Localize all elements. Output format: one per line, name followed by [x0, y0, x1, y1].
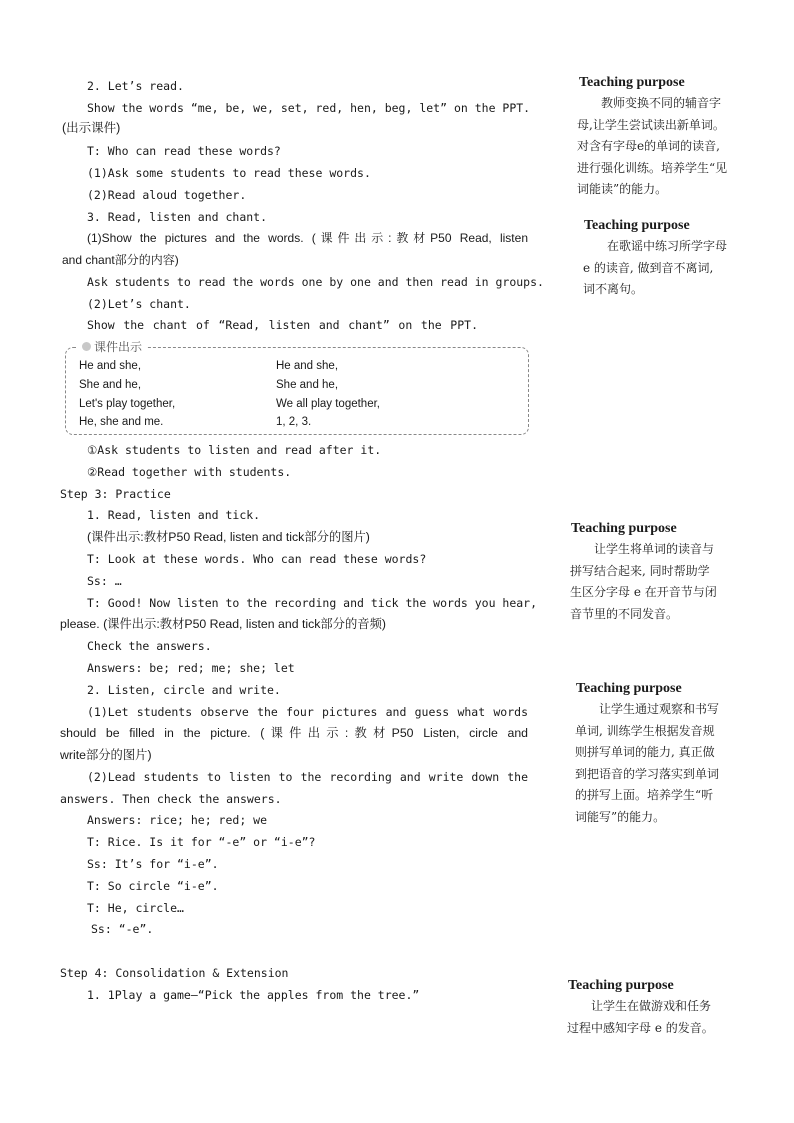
purpose-line: 词能写”的能力。 [575, 809, 666, 824]
chant-line: He and she, [79, 360, 142, 372]
purpose-line: 词能读”的能力。 [577, 182, 668, 196]
text-line: 1. Read, listen and tick. [87, 508, 261, 522]
teaching-purpose-body [577, 93, 747, 201]
teaching-purpose-heading: Teaching purpose [579, 75, 685, 90]
section-heading-listen-circle-write: 2. Listen, circle and write. [87, 683, 281, 697]
chant-line: She and he, [79, 378, 142, 391]
purpose-line: 音节里的不同发音。 [570, 606, 679, 621]
text-line: 1. 1Play a game—“Pick the apples from the tree.” [87, 988, 420, 1002]
text-line: Show the chant of “Read, listen and chant” on the PPT. [87, 318, 478, 332]
purpose-line: 的拼写上面。培养学生“听 [575, 788, 714, 802]
purpose-line: 教师变换不同的辅音字 [601, 96, 722, 110]
text-line: T: Good! Now listen to the recording and tick the words you hear, [87, 596, 538, 610]
section-heading-read-listen-chant: 3. Read, listen and chant. [87, 210, 268, 224]
chant-left-column [79, 357, 175, 432]
chant-right-column [276, 357, 380, 432]
purpose-line: 则拼写单词的能力, 真正做 [575, 745, 715, 759]
text-line: should be filled in the picture. (课件出示:教材P50 Listen, circle and [60, 726, 528, 740]
purpose-line: 让学生通过观察和书写 [599, 702, 720, 716]
step-heading-practice: Step 3: Practice [60, 487, 171, 501]
purpose-line: 词不离句。 [583, 282, 644, 296]
text-line: T: Who can read these words? [87, 144, 281, 158]
teaching-purpose-body [567, 996, 742, 1039]
text-line: Ss: It’s for “i-e”. [87, 857, 219, 871]
purpose-line: 让学生将单词的读音与 [594, 542, 715, 556]
purpose-line: 生区分字母 e 在开音节与闭 [570, 585, 717, 599]
text-line: (2)Let’s chant. [87, 297, 191, 311]
text-line: and chant部分的内容) [62, 253, 179, 267]
purpose-line: 在歌谣中练习所学字母 [607, 239, 728, 253]
text-line: T: Look at these words. Who can read these words? [87, 552, 427, 566]
chant-line: He, she and me. [79, 416, 164, 429]
teaching-purpose-body [575, 699, 745, 828]
text-line: ①Ask students to listen and read after it. [87, 443, 382, 457]
chant-line: 1, 2, 3. [276, 416, 312, 429]
text-line: Show the words “me, be, we, set, red, hen, beg, let” on the PPT. [87, 101, 531, 115]
text-line: (1)Show the pictures and the words. (课件出示:教材P50 Read, listen [87, 231, 528, 245]
text-line: Answers: be; red; me; she; let [87, 661, 295, 675]
purpose-line: 进行强化训练。培养学生“见 [577, 160, 728, 175]
text-line: please. (课件出示:教材P50 Read, listen and tick部分的音频) [60, 617, 386, 631]
teaching-purpose-body [570, 539, 742, 625]
text-line: (1)Ask some students to read these words. [87, 166, 371, 180]
text-line: (1)Let students observe the four pictures and guess what words [87, 705, 528, 719]
teaching-purpose-heading: Teaching purpose [584, 218, 690, 233]
purpose-line: 母,让学生尝试读出新单词。 [577, 117, 725, 132]
text-line: answers. Then check the answers. [60, 792, 282, 806]
text-line: Ss: “-e”. [91, 922, 154, 936]
teaching-purpose-heading: Teaching purpose [568, 978, 674, 993]
text-line: Answers: rice; he; red; we [87, 813, 268, 827]
section-heading-lets-read: 2. Let’s read. [87, 79, 184, 93]
purpose-line: 过程中感知字母 e 的发音。 [567, 1020, 714, 1035]
text-line: T: So circle “i-e”. [87, 879, 219, 893]
chant-line: We all play together, [276, 397, 380, 410]
teaching-purpose-heading: Teaching purpose [576, 681, 682, 696]
purpose-line: 让学生在做游戏和任务 [591, 999, 712, 1013]
chant-line: Let's play together, [79, 397, 176, 410]
purpose-line: e 的读音, 做到音不离词, [583, 260, 714, 275]
text-line: (出示课件) [62, 121, 121, 135]
text-line: (2)Lead students to listen to the recording and write down the [87, 770, 528, 784]
text-line: Ss: … [87, 574, 122, 588]
chant-line: She and he, [276, 378, 339, 391]
text-line: ②Read together with students. [87, 465, 292, 479]
purpose-line: 拼写结合起来, 同时帮助学 [570, 563, 710, 578]
chant-box-label: 课件出示 [78, 339, 146, 355]
text-line: Ask students to read the words one by one and then read in groups. [87, 275, 544, 289]
chant-line: He and she, [276, 360, 339, 372]
teaching-purpose-heading: Teaching purpose [571, 521, 677, 536]
purpose-line: 对含有字母e的单词的读音, [577, 139, 720, 153]
label-dot-icon [82, 342, 91, 351]
text-line: T: He, circle… [87, 901, 184, 915]
text-line: Check the answers. [87, 639, 212, 653]
text-line: write部分的图片) [60, 748, 152, 762]
text-line: (2)Read aloud together. [87, 188, 247, 202]
step-heading-consolidation: Step 4: Consolidation & Extension [60, 966, 289, 980]
text-line: (课件出示:教材P50 Read, listen and tick部分的图片) [87, 530, 370, 544]
purpose-line: 到把语音的学习落实到单词 [575, 766, 720, 781]
text-line: T: Rice. Is it for “-e” or “i-e”? [87, 835, 316, 849]
teaching-purpose-body [583, 236, 748, 301]
purpose-line: 单词, 训练学生根据发音规 [575, 723, 715, 738]
